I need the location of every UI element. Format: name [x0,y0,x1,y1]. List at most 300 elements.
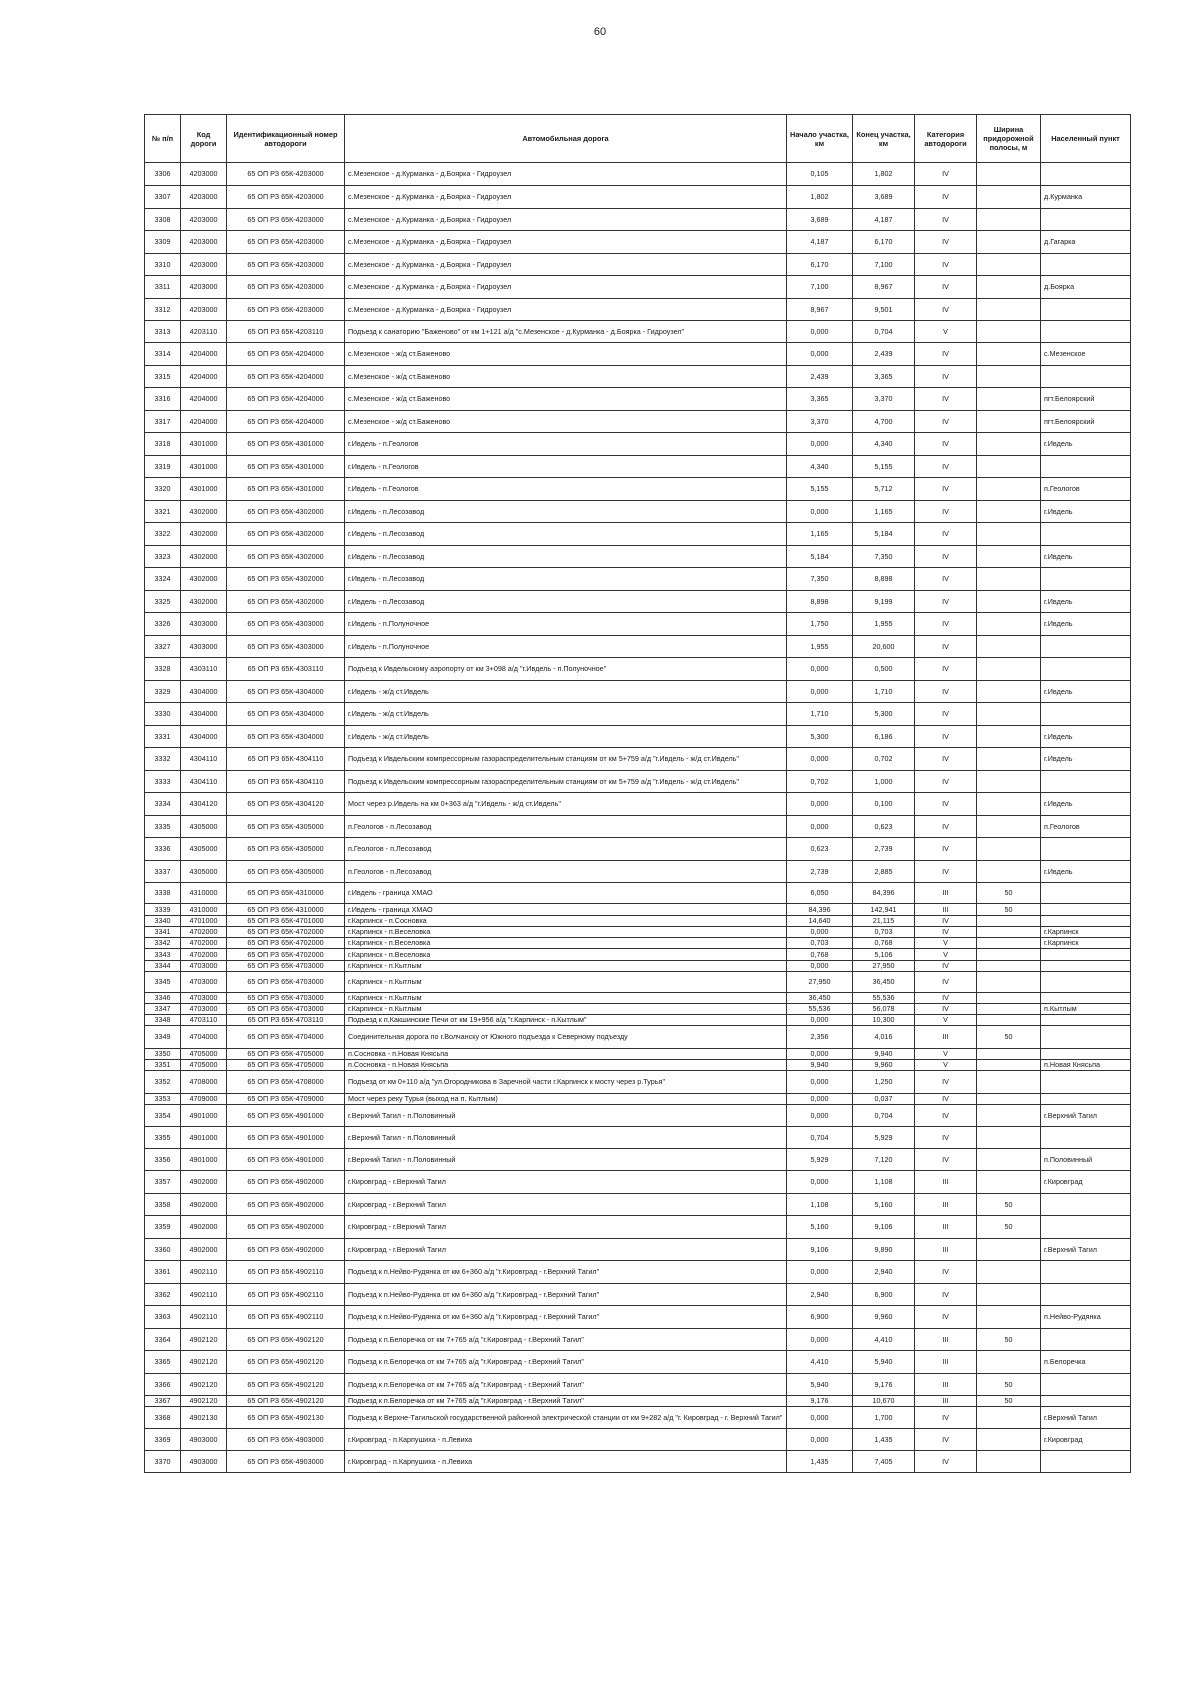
cell-strip-width [977,478,1041,501]
cell-start-km: 0,000 [787,1094,853,1105]
cell-road-id: 65 ОП РЗ 65К-4702000 [227,949,345,961]
cell-road-code: 4303000 [181,636,227,658]
cell-row-number: 3348 [145,1015,181,1026]
cell-row-number: 3353 [145,1094,181,1105]
cell-row-number: 3359 [145,1216,181,1239]
cell-road-id: 65 ОП РЗ 65К-4701000 [227,916,345,927]
cell-settlement: г.Верхний Тагил [1041,1239,1131,1261]
cell-road-code: 4301000 [181,478,227,501]
cell-start-km: 7,100 [787,276,853,299]
cell-road-name: г.Карпинск - п.Кытлым [345,1004,787,1015]
cell-road-code: 4901000 [181,1149,227,1171]
cell-road-id: 65 ОП РЗ 65К-4902130 [227,1407,345,1429]
cell-start-km: 2,439 [787,366,853,388]
cell-settlement [1041,1049,1131,1060]
cell-road-code: 4702000 [181,949,227,961]
table-row [145,748,1131,771]
cell-end-km: 7,405 [853,1451,915,1473]
cell-settlement: пгт.Белоярский [1041,411,1131,433]
cell-settlement [1041,1127,1131,1149]
cell-category: III [915,1216,977,1239]
cell-category: IV [915,726,977,748]
cell-road-id: 65 ОП РЗ 65К-4902120 [227,1396,345,1407]
table-row [145,916,1131,927]
cell-strip-width: 50 [977,1329,1041,1351]
cell-row-number: 3368 [145,1407,181,1429]
cell-settlement: д.Боярка [1041,276,1131,299]
table-row [145,591,1131,613]
cell-row-number: 3349 [145,1026,181,1049]
cell-road-id: 65 ОП РЗ 65К-4203000 [227,231,345,254]
cell-strip-width [977,1239,1041,1261]
cell-end-km: 4,016 [853,1026,915,1049]
cell-strip-width [977,1060,1041,1071]
cell-category: IV [915,1429,977,1451]
cell-road-name: с.Мезенское - д.Курманка - д.Боярка - Гидроузел [345,163,787,186]
cell-road-name: г.Кировград - г.Верхний Тагил [345,1171,787,1194]
cell-road-id: 65 ОП РЗ 65К-4902120 [227,1329,345,1351]
table-row [145,163,1131,186]
cell-category: IV [915,299,977,321]
table-row [145,321,1131,343]
cell-road-id: 65 ОП РЗ 65К-4902120 [227,1351,345,1374]
cell-strip-width [977,411,1041,433]
cell-road-code: 4302000 [181,546,227,568]
cell-start-km: 5,184 [787,546,853,568]
cell-road-name: Подъезд к п.Белоречка от км 7+765 а/д "г.Кировград - г.Верхний Тагил" [345,1396,787,1407]
cell-start-km: 14,640 [787,916,853,927]
cell-road-id: 65 ОП РЗ 65К-4204000 [227,411,345,433]
cell-road-id: 65 ОП РЗ 65К-4204000 [227,388,345,411]
cell-settlement [1041,254,1131,276]
cell-road-name: Подъезд от км 0+110 а/д "ул.Огородникова в Заречной части г.Карпинск к мосту через р.Турья" [345,1071,787,1094]
cell-strip-width [977,1171,1041,1194]
cell-settlement [1041,961,1131,972]
cell-row-number: 3358 [145,1194,181,1216]
table-row [145,501,1131,523]
cell-start-km: 0,704 [787,1127,853,1149]
cell-strip-width [977,816,1041,838]
cell-end-km: 9,501 [853,299,915,321]
table-row [145,231,1131,254]
table-row [145,186,1131,209]
cell-settlement [1041,993,1131,1004]
cell-road-name: г.Карпинск - п.Кытлым [345,993,787,1004]
cell-road-name: г.Кировград - г.Верхний Тагил [345,1239,787,1261]
cell-start-km: 9,106 [787,1239,853,1261]
table-row [145,546,1131,568]
cell-category: IV [915,916,977,927]
cell-road-name: с.Мезенское - д.Курманка - д.Боярка - Гидроузел [345,186,787,209]
cell-road-name: г.Ивдель - п.Лесозавод [345,501,787,523]
cell-settlement: г.Кировград [1041,1429,1131,1451]
table-row [145,949,1131,961]
cell-row-number: 3310 [145,254,181,276]
table-row [145,1284,1131,1306]
cell-strip-width: 50 [977,1216,1041,1239]
cell-category: IV [915,388,977,411]
cell-start-km: 1,955 [787,636,853,658]
cell-road-name: Подъезд к п.Нейво-Рудянка от км 6+360 а/д "г.Кировград - г.Верхний Тагил" [345,1261,787,1284]
cell-road-name: г.Карпинск - п.Веселовка [345,927,787,938]
cell-strip-width [977,254,1041,276]
cell-strip-width [977,938,1041,949]
cell-road-name: Мост через р.Ивдель на км 0+363 а/д "г.Ивдель - ж/д ст.Ивдель" [345,793,787,816]
table-row [145,1261,1131,1284]
cell-strip-width [977,949,1041,961]
cell-settlement: г.Ивдель [1041,748,1131,771]
table-row [145,961,1131,972]
cell-category: IV [915,927,977,938]
cell-category: IV [915,658,977,681]
cell-settlement [1041,1374,1131,1396]
cell-road-code: 4203110 [181,321,227,343]
table-row [145,972,1131,993]
cell-road-id: 65 ОП РЗ 65К-4204000 [227,343,345,366]
cell-category: V [915,1049,977,1060]
table-row [145,703,1131,726]
cell-start-km: 0,703 [787,938,853,949]
cell-end-km: 5,712 [853,478,915,501]
cell-category: IV [915,591,977,613]
cell-row-number: 3331 [145,726,181,748]
cell-road-code: 4902120 [181,1374,227,1396]
table-header-row [145,115,1131,163]
cell-road-name: г.Кировград - п.Карпушиха - п.Левиха [345,1429,787,1451]
cell-row-number: 3347 [145,1004,181,1015]
cell-strip-width [977,771,1041,793]
cell-start-km: 6,050 [787,883,853,904]
cell-end-km: 0,623 [853,816,915,838]
cell-start-km: 84,396 [787,904,853,916]
cell-start-km: 3,689 [787,209,853,231]
cell-strip-width: 50 [977,883,1041,904]
cell-strip-width [977,433,1041,456]
cell-settlement: п.Белоречка [1041,1351,1131,1374]
cell-category: III [915,1351,977,1374]
cell-settlement: п.Геологов [1041,478,1131,501]
cell-strip-width [977,927,1041,938]
cell-row-number: 3365 [145,1351,181,1374]
cell-strip-width [977,613,1041,636]
cell-road-id: 65 ОП РЗ 65К-4302000 [227,568,345,591]
cell-settlement: г.Ивдель [1041,501,1131,523]
table-row [145,838,1131,861]
cell-road-code: 4901000 [181,1127,227,1149]
table-row [145,726,1131,748]
cell-end-km: 0,703 [853,927,915,938]
table-row [145,343,1131,366]
cell-end-km: 2,940 [853,1261,915,1284]
cell-end-km: 5,160 [853,1194,915,1216]
cell-start-km: 5,940 [787,1374,853,1396]
cell-row-number: 3326 [145,613,181,636]
cell-road-name: г.Верхний Тагил - п.Половинный [345,1127,787,1149]
cell-road-id: 65 ОП РЗ 65К-4702000 [227,938,345,949]
cell-settlement [1041,1396,1131,1407]
cell-settlement [1041,1015,1131,1026]
cell-row-number: 3341 [145,927,181,938]
cell-category: IV [915,861,977,883]
table-row [145,1451,1131,1473]
cell-strip-width [977,366,1041,388]
cell-row-number: 3364 [145,1329,181,1351]
cell-road-id: 65 ОП РЗ 65К-4902000 [227,1216,345,1239]
cell-start-km: 0,000 [787,1071,853,1094]
table-row [145,658,1131,681]
cell-road-name: с.Мезенское - д.Курманка - д.Боярка - Гидроузел [345,231,787,254]
cell-start-km: 6,900 [787,1306,853,1329]
cell-road-name: г.Ивдель - п.Лесозавод [345,523,787,546]
cell-strip-width [977,1071,1041,1094]
cell-road-name: г.Ивдель - п.Полуночное [345,613,787,636]
cell-end-km: 9,199 [853,591,915,613]
cell-end-km: 0,704 [853,1105,915,1127]
cell-strip-width [977,1261,1041,1284]
cell-road-name: Подъезд к Ивдельским компрессорным газораспределительным станциям от км 5+759 а/д "г.Ивдель - ж/д ст.Ивдель" [345,748,787,771]
table-row [145,366,1131,388]
cell-row-number: 3312 [145,299,181,321]
cell-road-name: г.Карпинск - п.Кытлым [345,961,787,972]
cell-start-km: 0,000 [787,961,853,972]
cell-settlement: г.Ивдель [1041,433,1131,456]
table-row [145,1060,1131,1071]
cell-end-km: 9,960 [853,1306,915,1329]
cell-start-km: 0,000 [787,1171,853,1194]
cell-row-number: 3308 [145,209,181,231]
cell-category: IV [915,1407,977,1429]
cell-strip-width [977,546,1041,568]
cell-category: IV [915,276,977,299]
cell-road-code: 4305000 [181,816,227,838]
cell-road-name: Подъезд к п.Белоречка от км 7+765 а/д "г.Кировград - г.Верхний Тагил" [345,1351,787,1374]
cell-end-km: 1,250 [853,1071,915,1094]
cell-start-km: 0,000 [787,748,853,771]
cell-category: IV [915,703,977,726]
cell-road-code: 4902110 [181,1261,227,1284]
cell-road-id: 65 ОП РЗ 65К-4303000 [227,636,345,658]
cell-row-number: 3306 [145,163,181,186]
cell-row-number: 3321 [145,501,181,523]
cell-category: IV [915,1149,977,1171]
table-row [145,1127,1131,1149]
cell-row-number: 3323 [145,546,181,568]
cell-settlement [1041,1194,1131,1216]
cell-settlement [1041,658,1131,681]
cell-category: IV [915,478,977,501]
cell-category: IV [915,366,977,388]
cell-row-number: 3340 [145,916,181,927]
cell-start-km: 0,768 [787,949,853,961]
cell-end-km: 84,396 [853,883,915,904]
cell-category: IV [915,993,977,1004]
cell-road-id: 65 ОП РЗ 65К-4304000 [227,703,345,726]
cell-end-km: 6,900 [853,1284,915,1306]
cell-road-code: 4303000 [181,613,227,636]
cell-settlement [1041,636,1131,658]
cell-start-km: 0,000 [787,1105,853,1127]
cell-strip-width [977,209,1041,231]
cell-strip-width [977,1015,1041,1026]
cell-road-name: с.Мезенское - д.Курманка - д.Боярка - Гидроузел [345,299,787,321]
cell-road-id: 65 ОП РЗ 65К-4203000 [227,209,345,231]
cell-end-km: 3,689 [853,186,915,209]
table-row [145,1306,1131,1329]
cell-road-code: 4305000 [181,861,227,883]
cell-road-code: 4705000 [181,1049,227,1060]
cell-strip-width [977,916,1041,927]
cell-road-id: 65 ОП РЗ 65К-4703000 [227,961,345,972]
cell-start-km: 0,000 [787,793,853,816]
cell-row-number: 3329 [145,681,181,703]
cell-end-km: 2,885 [853,861,915,883]
cell-end-km: 8,898 [853,568,915,591]
cell-category: IV [915,163,977,186]
cell-end-km: 1,108 [853,1171,915,1194]
cell-road-id: 65 ОП РЗ 65К-4903000 [227,1429,345,1451]
cell-strip-width [977,993,1041,1004]
cell-category: IV [915,748,977,771]
cell-road-name: г.Верхний Тагил - п.Половинный [345,1149,787,1171]
cell-road-id: 65 ОП РЗ 65К-4203000 [227,299,345,321]
cell-strip-width [977,838,1041,861]
cell-road-code: 4902130 [181,1407,227,1429]
cell-start-km: 0,000 [787,816,853,838]
cell-strip-width: 50 [977,1026,1041,1049]
cell-settlement: г.Верхний Тагил [1041,1105,1131,1127]
cell-road-id: 65 ОП РЗ 65К-4703000 [227,1004,345,1015]
cell-category: IV [915,254,977,276]
cell-strip-width [977,299,1041,321]
cell-strip-width [977,1149,1041,1171]
cell-category: III [915,883,977,904]
table-row [145,883,1131,904]
cell-road-code: 4902110 [181,1306,227,1329]
cell-road-name: г.Ивдель - п.Геологов [345,456,787,478]
cell-start-km: 1,802 [787,186,853,209]
cell-start-km: 0,105 [787,163,853,186]
cell-start-km: 2,739 [787,861,853,883]
cell-start-km: 5,155 [787,478,853,501]
cell-road-id: 65 ОП РЗ 65К-4304110 [227,771,345,793]
cell-road-name: г.Ивдель - граница ХМАО [345,904,787,916]
cell-category: IV [915,1071,977,1094]
cell-end-km: 55,536 [853,993,915,1004]
cell-road-name: Подъезд к п.Нейво-Рудянка от км 6+360 а/д "г.Кировград - г.Верхний Тагил" [345,1284,787,1306]
cell-category: IV [915,343,977,366]
cell-road-name: г.Карпинск - п.Веселовка [345,949,787,961]
cell-row-number: 3328 [145,658,181,681]
cell-road-code: 4902000 [181,1216,227,1239]
cell-road-name: п.Сосновка - п.Новая Княсьпа [345,1049,787,1060]
cell-row-number: 3337 [145,861,181,883]
cell-strip-width [977,861,1041,883]
cell-end-km: 4,700 [853,411,915,433]
cell-road-name: г.Ивдель - п.Геологов [345,433,787,456]
cell-end-km: 0,100 [853,793,915,816]
cell-start-km: 7,350 [787,568,853,591]
cell-row-number: 3324 [145,568,181,591]
cell-road-id: 65 ОП РЗ 65К-4708000 [227,1071,345,1094]
cell-start-km: 0,000 [787,1015,853,1026]
cell-settlement: п.Новая Княсьпа [1041,1060,1131,1071]
cell-row-number: 3327 [145,636,181,658]
table-row [145,1351,1131,1374]
cell-strip-width [977,1049,1041,1060]
cell-end-km: 9,960 [853,1060,915,1071]
cell-road-id: 65 ОП РЗ 65К-4902000 [227,1239,345,1261]
cell-road-code: 4702000 [181,927,227,938]
cell-start-km: 0,702 [787,771,853,793]
cell-road-code: 4304120 [181,793,227,816]
cell-category: V [915,938,977,949]
cell-road-name: Подъезд к п.Белоречка от км 7+765 а/д "г.Кировград - г.Верхний Тагил" [345,1329,787,1351]
table-row [145,993,1131,1004]
cell-start-km: 5,300 [787,726,853,748]
cell-settlement: г.Ивдель [1041,613,1131,636]
cell-end-km: 10,670 [853,1396,915,1407]
cell-strip-width [977,636,1041,658]
cell-end-km: 4,340 [853,433,915,456]
cell-strip-width [977,343,1041,366]
cell-road-id: 65 ОП РЗ 65К-4901000 [227,1127,345,1149]
cell-road-name: г.Ивдель - граница ХМАО [345,883,787,904]
table-row [145,276,1131,299]
cell-road-code: 4203000 [181,186,227,209]
cell-road-name: Подъезд к Ивдельскому аэропорту от км 3+098 а/д "г.Ивдель - п.Полуночное" [345,658,787,681]
cell-row-number: 3343 [145,949,181,961]
table-row [145,1049,1131,1060]
cell-row-number: 3346 [145,993,181,1004]
cell-road-id: 65 ОП РЗ 65К-4709000 [227,1094,345,1105]
cell-settlement [1041,456,1131,478]
cell-strip-width [977,1451,1041,1473]
cell-end-km: 1,710 [853,681,915,703]
cell-strip-width [977,972,1041,993]
cell-strip-width: 50 [977,1374,1041,1396]
cell-road-name: г.Карпинск - п.Веселовка [345,938,787,949]
cell-category: IV [915,433,977,456]
cell-category: V [915,321,977,343]
cell-road-code: 4204000 [181,388,227,411]
cell-row-number: 3315 [145,366,181,388]
cell-end-km: 4,410 [853,1329,915,1351]
cell-road-name: г.Ивдель - п.Лесозавод [345,546,787,568]
cell-road-name: с.Мезенское - ж/д ст.Баженово [345,343,787,366]
cell-row-number: 3332 [145,748,181,771]
cell-row-number: 3336 [145,838,181,861]
table-row [145,613,1131,636]
cell-row-number: 3361 [145,1261,181,1284]
cell-category: III [915,1239,977,1261]
cell-road-name: с.Мезенское - д.Курманка - д.Боярка - Гидроузел [345,276,787,299]
cell-settlement [1041,771,1131,793]
cell-settlement: г.Ивдель [1041,546,1131,568]
cell-start-km: 9,940 [787,1060,853,1071]
cell-road-name: с.Мезенское - ж/д ст.Баженово [345,366,787,388]
cell-road-code: 4305000 [181,838,227,861]
cell-strip-width [977,568,1041,591]
cell-settlement [1041,568,1131,591]
cell-road-name: Мост через реку Турья (выход на п. Кытлым) [345,1094,787,1105]
cell-end-km: 1,435 [853,1429,915,1451]
cell-settlement: пгт.Белоярский [1041,388,1131,411]
cell-settlement: г.Карпинск [1041,938,1131,949]
cell-category: III [915,904,977,916]
cell-road-id: 65 ОП РЗ 65К-4203000 [227,163,345,186]
cell-end-km: 7,100 [853,254,915,276]
cell-settlement: г.Карпинск [1041,927,1131,938]
